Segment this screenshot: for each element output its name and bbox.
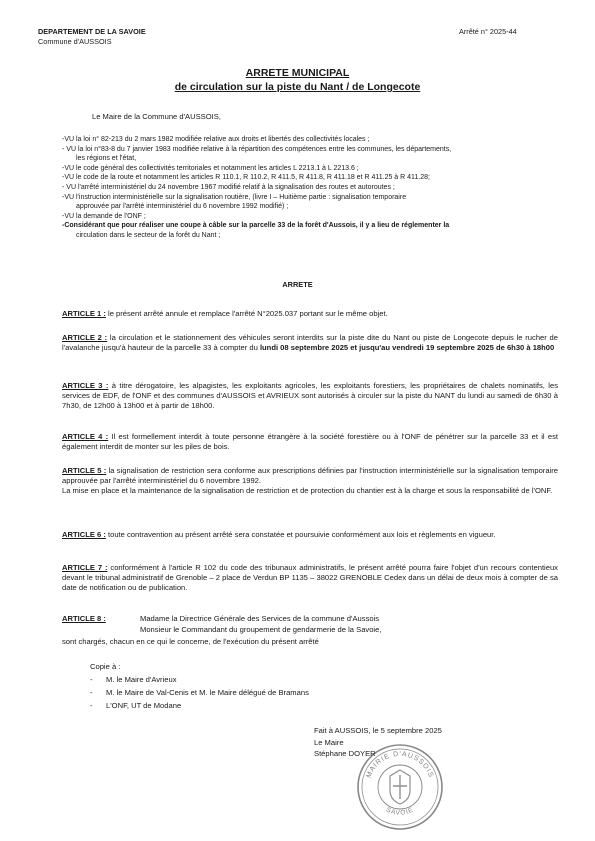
- arrete-number: Arrêté n° 2025-44: [459, 27, 517, 36]
- article-5-text-2: La mise en place et la maintenance de la signalisation de restriction et de protection du chantier est à la charge et sous la responsabilité de l'ONF.: [62, 486, 553, 496]
- article-3-text: à titre dérogatoire, les alpagistes, les exploitants agricoles, les exploitants forestiers, les propriétaires de chalets nominatifs, les services de EDF, de l'ONF et des communes d'AUSSOIS et AVRIEUX sont autorisés à circuler sur la piste du NANT du lundi au samedi de 6h30 à 7h30, de 12h00 à 13h00 et à partir de 18h00.: [62, 381, 558, 411]
- article-5-text: la signalisation de restriction sera conforme aux prescriptions définies par l'instruction interministérielle sur la signalisation temporaire approuvée par l'arrêté interministériel du 6 novembre 1992.: [62, 466, 558, 486]
- visas-list: [62, 135, 562, 241]
- visa-item: - VU la loi n°83-8 du 7 janvier 1983 modifiée relative à la répartition des compétences entre les communes, les départements,: [62, 145, 452, 153]
- visa-item: les régions et l'état,: [76, 155, 137, 163]
- article-8-line-2: Monsieur le Commandant du groupement de gendarmerie de la Savoie,: [140, 625, 382, 634]
- signature-name: Stéphane DOYER: [314, 749, 376, 758]
- visa-item: circulation dans le secteur de la forêt du Nant ;: [76, 231, 221, 239]
- visa-item: -Considérant que pour réaliser une coupe à câble sur la parcelle 33 de la forêt d'Aussois, il y a lieu de réglementer la: [62, 222, 450, 230]
- visa-item: -VU le code général des collectivités territoriales et notamment les articles L 2213.1 à L 2213.6 ;: [62, 164, 359, 172]
- article-2-label: ARTICLE 2 :: [62, 333, 108, 342]
- document-subtitle: de circulation sur la piste du Nant / de Longecote: [174, 81, 421, 93]
- svg-text:SAVOIE: [385, 806, 415, 816]
- copy-dash: -: [90, 688, 93, 697]
- article-2-dates: lundi 08 septembre 2025 et jusqu'au vendredi 19 septembre 2025 de 6h30 à 18h00: [259, 343, 555, 353]
- copy-item: [90, 688, 309, 698]
- copy-item: [90, 701, 181, 711]
- seal-text-bottom: SAVOIE: [384, 806, 416, 817]
- article-3: [62, 381, 558, 412]
- article-5-label: ARTICLE 5 :: [62, 466, 107, 475]
- intro-line: Le Maire de la Commune d'AUSSOIS,: [92, 112, 221, 121]
- visa-item: -VU la loi n° 82-213 du 2 mars 1982 modifiée relative aux droits et libertés des collectivités locales ;: [62, 136, 370, 143]
- article-4-label: ARTICLE 4 :: [62, 432, 109, 441]
- copy-dash: -: [90, 675, 93, 684]
- article-5: [62, 466, 558, 497]
- article-1-label: ARTICLE 1 :: [62, 309, 106, 318]
- article-2-text: la circulation et le stationnement des véhicules seront interdits sur la piste dite du Nant ou piste de Longecote depuis le rucher de l'avalanche jusqu'à hauteur de la parcelle 33 à compter du: [62, 333, 558, 353]
- department-header: DEPARTEMENT DE LA SAVOIE: [38, 27, 146, 36]
- article-7-text: conformément à l'article R 102 du code des tribunaux administratifs, le présent arrêté pourra faire l'objet d'un recours contentieux devant le tribunal administratif de Grenoble – 2 place de Verdun BP 1135 – 38022 GRENOBLE Cedex dans un délai de deux mois à compter de sa date de notification ou de publication.: [62, 563, 558, 593]
- document-title: ARRETE MUNICIPAL: [245, 67, 350, 79]
- visa-item: approuvée par l'arrêté interministériel du 6 novembre 1992 modifié) ;: [76, 203, 289, 211]
- article-2: [62, 333, 558, 353]
- copies-label: Copie à :: [90, 662, 121, 671]
- copy-item: [90, 675, 177, 685]
- article-4: [62, 432, 558, 452]
- article-6: [62, 530, 558, 540]
- article-1: [62, 309, 558, 319]
- article-8-label: ARTICLE 8 :: [62, 614, 106, 623]
- article-8-line-3: sont chargés, chacun en ce qui le concerne, de l'exécution du présent arrêté: [62, 637, 319, 646]
- article-1-text: le présent arrêté annule et remplace l'arrêté N°2025.037 portant sur le même objet.: [105, 309, 388, 318]
- visa-item: - VU l'arrêté interministériel du 24 novembre 1967 modifié relatif à la signalisation des routes et autoroutes ;: [62, 183, 395, 191]
- article-6-text: toute contravention au présent arrêté sera constatée et poursuivie conformément aux lois et règlements en vigueur.: [105, 530, 496, 539]
- copy-recipient: M. le Maire de Val-Cenis et M. le Maire délégué de Bramans: [106, 688, 309, 697]
- seal-text-top: MAIRIE D'AUSSOIS: [365, 750, 435, 780]
- article-8-line-1: Madame la Directrice Générale des Services de la commune d'Aussois: [140, 614, 380, 623]
- copy-recipient: L'ONF, UT de Modane: [106, 701, 182, 710]
- signature-place-date: Fait à AUSSOIS, le 5 septembre 2025: [314, 726, 442, 735]
- article-3-label: ARTICLE 3 :: [62, 381, 109, 390]
- article-4-text: Il est formellement interdit à toute personne étrangère à la société forestière ou à l'ONF de pénétrer sur la parcelle 33 et il est également interdit de monter sur les piles de bois.: [62, 432, 558, 452]
- article-7-label: ARTICLE 7 :: [62, 563, 108, 572]
- signature-role: Le Maire: [314, 738, 344, 747]
- article-7: [62, 563, 558, 594]
- commune-header: Commune d'AUSSOIS: [38, 37, 112, 46]
- article-6-label: ARTICLE 6 :: [62, 530, 106, 539]
- copy-dash: -: [90, 701, 93, 710]
- visa-item: -VU la demande de l'ONF ;: [62, 212, 146, 220]
- visa-item: -VU le code de la route et notamment les articles R 110.1, R 110.2, R 411.5, R 411.8, R 411.18 et R 411.25 à R 411.28;: [62, 174, 430, 182]
- visa-item: -VU l'instruction interministérielle sur la signalisation routière, (livre I – Huitième partie : signalisation temporaire: [62, 193, 407, 201]
- arrete-heading: ARRETE: [282, 280, 313, 289]
- copy-recipient: M. le Maire d'Avrieux: [106, 675, 177, 684]
